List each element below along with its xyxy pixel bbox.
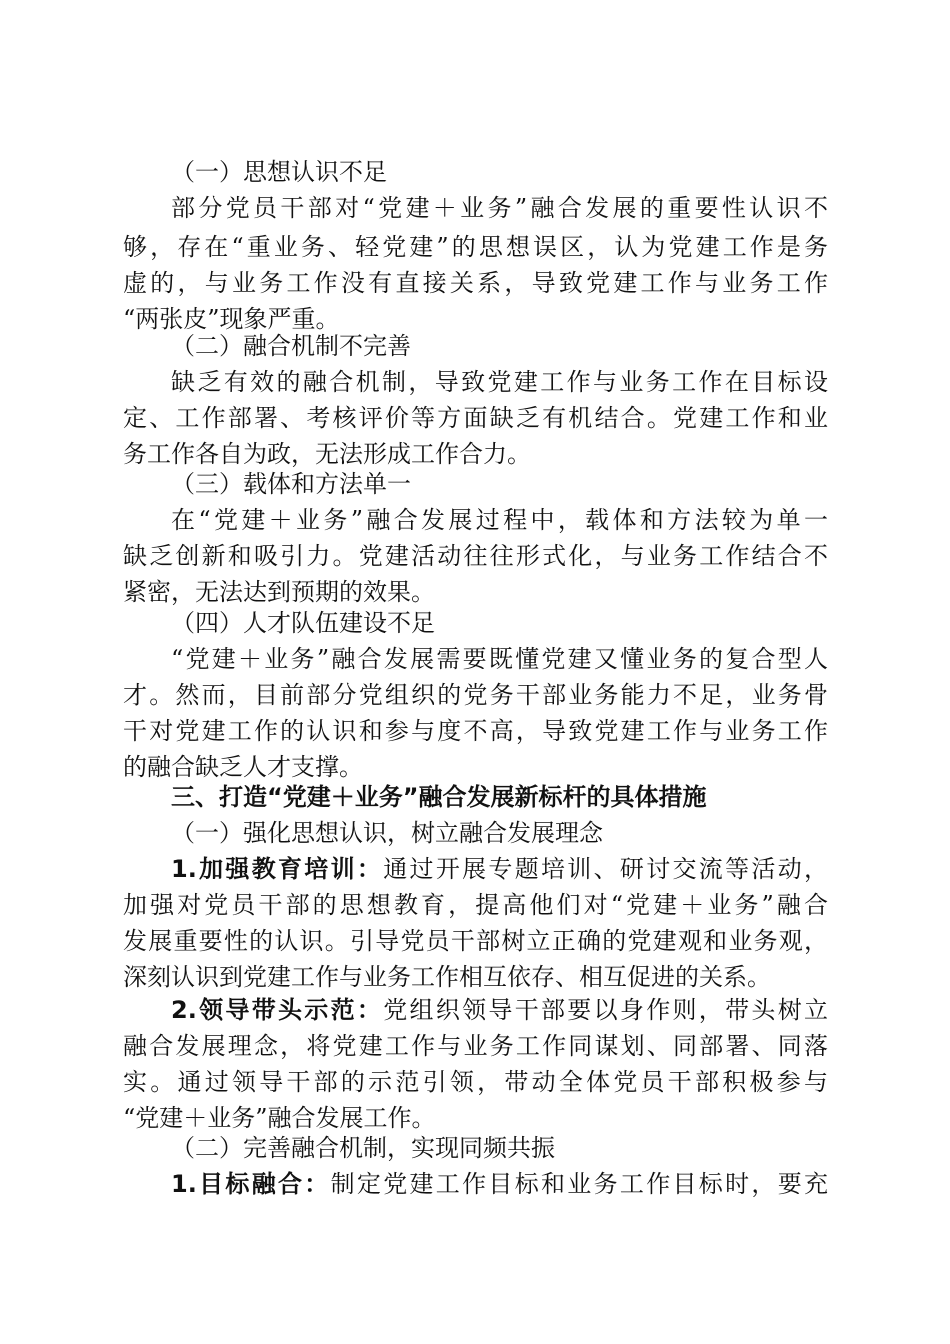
- paragraph-line: “党建＋业务”融合发展需要既懂党建又懂业务的复合型人: [171, 645, 828, 673]
- item-text: 党组织领导干部要以身作则，带头树立: [383, 996, 828, 1024]
- paragraph-line: “党建＋业务”融合发展工作。: [123, 1104, 436, 1132]
- paragraph-line: [123, 851, 828, 887]
- item-text: 制定党建工作目标和业务工作目标时，要充: [330, 1170, 828, 1198]
- paragraph-line: 才。然而，目前部分党组织的党务干部业务能力不足，业务骨: [123, 681, 828, 709]
- item-label: 2.领导带头示范：: [171, 996, 384, 1024]
- item-label: 1.目标融合：: [171, 1170, 331, 1198]
- paragraph-line: 部分党员干部对“党建＋业务”融合发展的重要性认识不: [171, 194, 828, 222]
- subsection-heading: （一）思想认识不足: [171, 158, 387, 186]
- paragraph-line: 干对党建工作的认识和参与度不高，导致党建工作与业务工作: [123, 717, 828, 745]
- paragraph-line: 缺乏创新和吸引力。党建活动往往形式化，与业务工作结合不: [123, 542, 828, 570]
- paragraph-line: “两张皮”现象严重。: [123, 305, 340, 333]
- paragraph-line: 务工作各自为政，无法形成工作合力。: [123, 440, 531, 468]
- subsection-heading: （四）人才队伍建设不足: [171, 609, 435, 637]
- paragraph-line: 定、工作部署、考核评价等方面缺乏有机结合。党建工作和业: [123, 404, 828, 432]
- paragraph-line: 深刻认识到党建工作与业务工作相互依存、相互促进的关系。: [123, 963, 771, 991]
- item-label: 1.加强教育培训：: [171, 855, 384, 883]
- paragraph-line: 够，存在“重业务、轻党建”的思想误区，认为党建工作是务: [123, 233, 828, 261]
- paragraph-line: 紧密，无法达到预期的效果。: [123, 578, 435, 606]
- paragraph-line: 的融合缺乏人才支撑。: [123, 753, 363, 781]
- paragraph-line: 加强对党员干部的思想教育，提高他们对“党建＋业务”融合: [123, 891, 828, 919]
- paragraph-line: 实。通过领导干部的示范引领，带动全体党员干部积极参与: [123, 1068, 828, 1096]
- paragraph-line: 发展重要性的认识。引导党员干部树立正确的党建观和业务观，: [123, 927, 828, 955]
- section-title: 三、打造“党建＋业务”融合发展新标杆的具体措施: [171, 783, 707, 811]
- paragraph-line: 虚的，与业务工作没有直接关系，导致党建工作与业务工作: [123, 269, 828, 297]
- item-text: 通过开展专题培训、研讨交流等活动，: [383, 855, 828, 883]
- subsection-heading: （二）融合机制不完善: [171, 332, 411, 360]
- paragraph-line: [123, 992, 828, 1028]
- paragraph-line: 缺乏有效的融合机制，导致党建工作与业务工作在目标设: [171, 368, 828, 396]
- subsection-heading: （三）载体和方法单一: [171, 470, 411, 498]
- paragraph-line: 在“党建＋业务”融合发展过程中，载体和方法较为单一: [171, 506, 828, 534]
- subsection-heading: （一）强化思想认识，树立融合发展理念: [171, 819, 603, 847]
- paragraph-line: 融合发展理念，将党建工作与业务工作同谋划、同部署、同落: [123, 1032, 828, 1060]
- paragraph-line: [123, 1166, 828, 1202]
- subsection-heading: （二）完善融合机制，实现同频共振: [171, 1134, 555, 1162]
